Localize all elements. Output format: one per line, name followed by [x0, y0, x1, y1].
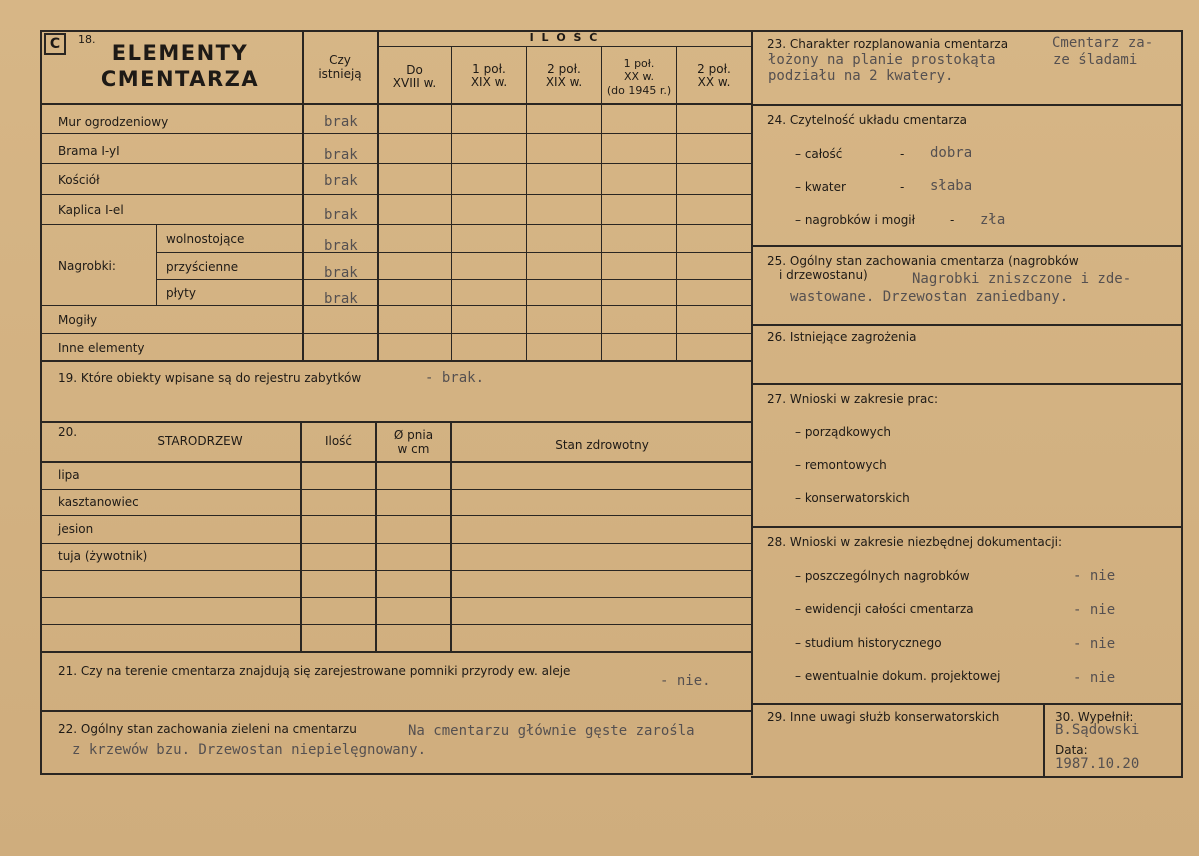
answer-22-line2: z krzewów bzu. Drzewostan niepielęgnowany.: [72, 742, 427, 758]
row-label: Mur ogrodzeniowy: [58, 115, 169, 129]
grid-line: [40, 489, 752, 490]
legibility-label: – nagrobków i mogił: [795, 213, 916, 227]
section-title-line1: ELEMENTY: [111, 41, 249, 65]
date-label: Data:: [1055, 743, 1088, 757]
grid-line: [751, 703, 1183, 705]
documentation-value: - nie: [1073, 670, 1116, 686]
tomb-row-label: przyścienne: [166, 260, 239, 274]
row-label: Kościół: [58, 173, 100, 187]
legibility-dash: -: [900, 147, 905, 161]
grid-line: [40, 103, 752, 105]
period-header: XIX w.: [470, 75, 508, 89]
question-25-line2: i drzewostanu): [779, 268, 868, 282]
question-25-line1: 25. Ogólny stan zachowania cmentarza (nagrobków: [767, 254, 1079, 268]
legibility-value: słaba: [930, 178, 973, 194]
row-value: brak: [324, 147, 358, 163]
col-exists-line1: Czy: [329, 53, 351, 67]
answer-23-line2b: ze śladami: [1053, 52, 1138, 68]
other-elements-label: Inne elementy: [58, 341, 145, 355]
grid-line: [676, 46, 677, 360]
period-header: Do: [406, 63, 423, 77]
documentation-label: – ewentualnie dokum. projektowej: [795, 669, 1001, 683]
documentation-value: - nie: [1073, 568, 1116, 584]
period-header: 1 poł.: [623, 57, 655, 70]
frame-line: [40, 30, 42, 774]
legibility-dash: -: [900, 180, 905, 194]
section-number: 18.: [78, 33, 96, 46]
grid-line: [40, 597, 752, 598]
grid-line: [40, 461, 752, 463]
answer-19: - brak.: [425, 370, 485, 386]
grid-line: [40, 305, 752, 306]
grid-line: [751, 383, 1183, 385]
grid-line: [450, 421, 452, 652]
grid-line: [40, 421, 752, 423]
answer-22-line1: Na cmentarzu głównie gęste zarośla: [408, 723, 695, 739]
period-header: XX w.: [697, 75, 731, 89]
period-header: XIX w.: [545, 75, 583, 89]
filled-by-value: B.Sądowski: [1055, 722, 1140, 738]
tombs-label: Nagrobki:: [58, 259, 116, 273]
grid-line: [300, 421, 302, 652]
grid-line: [751, 324, 1183, 326]
frame-line: [40, 773, 752, 775]
grid-line: [157, 252, 752, 253]
grid-line: [40, 624, 752, 625]
grid-line: [156, 224, 157, 306]
grid-line: [751, 104, 1183, 106]
section-title-line2: CMENTARZA: [100, 67, 260, 91]
grid-line: [40, 515, 752, 516]
frame-line: [751, 30, 1183, 32]
legibility-dash: -: [950, 213, 955, 227]
row-value: brak: [324, 114, 358, 130]
documentation-label: – studium historycznego: [795, 636, 942, 650]
grid-line: [451, 46, 452, 360]
grid-line: [377, 46, 752, 47]
graves-label: Mogiły: [58, 313, 98, 327]
legibility-label: – kwater: [795, 180, 846, 194]
question-24: 24. Czytelność układu cmentarza: [767, 113, 967, 127]
period-header: XVIII w.: [392, 76, 437, 90]
tree-species: lipa: [58, 468, 80, 482]
question-29: 29. Inne uwagi służb konserwatorskich: [767, 710, 1000, 724]
works-item: – porządkowych: [795, 425, 891, 439]
row-label: Kaplica I-el: [58, 203, 124, 217]
grid-line: [40, 333, 752, 334]
answer-23-line2: łożony na planie prostokąta: [768, 52, 996, 68]
period-header: 2 poł.: [697, 62, 731, 76]
section-number: 20.: [58, 425, 78, 439]
period-header: 2 poł.: [547, 62, 581, 76]
frame-line: [751, 776, 1183, 778]
period-header: (do 1945 r.): [606, 84, 672, 97]
grid-line: [751, 245, 1183, 247]
grid-line: [40, 163, 752, 164]
tomb-row-label: płyty: [166, 286, 196, 300]
row-value: brak: [324, 173, 358, 189]
documentation-label: – ewidencji całości cmentarza: [795, 602, 974, 616]
question-28: 28. Wnioski w zakresie niezbędnej dokumentacji:: [767, 535, 1063, 549]
form-badge: C: [44, 33, 66, 55]
tomb-row-label: wolnostojące: [166, 232, 245, 246]
tomb-row-value: brak: [324, 265, 358, 281]
grid-line: [40, 360, 752, 362]
legibility-value: dobra: [930, 145, 973, 161]
documentation-label: – poszczególnych nagrobków: [795, 569, 970, 583]
period-header: XX w.: [623, 70, 655, 83]
trees-title: STARODRZEW: [157, 434, 243, 448]
grid-line: [40, 194, 752, 195]
period-header: 1 poł.: [472, 62, 506, 76]
legibility-label: – całość: [795, 147, 843, 161]
grid-line: [1043, 703, 1045, 777]
grid-line: [40, 570, 752, 571]
question-27: 27. Wnioski w zakresie prac:: [767, 392, 939, 406]
tree-species: tuja (żywotnik): [58, 549, 148, 563]
row-value: brak: [324, 207, 358, 223]
answer-23-line1: Cmentarz za-: [1052, 35, 1154, 51]
grid-line: [40, 133, 752, 134]
question-26: 26. Istniejące zagrożenia: [767, 330, 917, 344]
tree-species: kasztanowiec: [58, 495, 139, 509]
tomb-row-value: brak: [324, 238, 358, 254]
filled-by-label: 30. Wypełnił:: [1055, 710, 1134, 724]
documentation-value: - nie: [1073, 636, 1116, 652]
question-23: 23. Charakter rozplanowania cmentarza: [767, 37, 1009, 51]
trees-health-header: Stan zdrowotny: [555, 438, 649, 452]
grid-line: [40, 543, 752, 544]
grid-line: [40, 224, 752, 225]
trees-diameter-header: Ø pnia: [393, 428, 434, 442]
question-19: 19. Które obiekty wpisane są do rejestru zabytków: [58, 371, 362, 385]
tomb-row-value: brak: [324, 291, 358, 307]
question-21: 21. Czy na terenie cmentarza znajdują się zarejestrowane pomniki przyrody ew. aleje: [58, 664, 571, 678]
grid-line: [751, 526, 1183, 528]
question-22: 22. Ogólny stan zachowania zieleni na cmentarzu: [58, 722, 357, 736]
answer-23-line3: podziału na 2 kwatery.: [768, 68, 954, 84]
grid-line: [40, 651, 752, 653]
tree-species: jesion: [58, 522, 94, 536]
documentation-value: - nie: [1073, 602, 1116, 618]
col-quantity-header: I L O Ś Ć: [529, 31, 600, 44]
frame-line: [751, 30, 753, 775]
trees-diameter-header: w cm: [397, 442, 430, 456]
answer-25-line1: Nagrobki zniszczone i zde-: [912, 271, 1132, 287]
date-value: 1987.10.20: [1055, 756, 1140, 772]
trees-qty-header: Ilość: [324, 434, 353, 448]
works-item: – konserwatorskich: [795, 491, 910, 505]
grid-line: [526, 46, 527, 360]
legibility-value: zła: [980, 212, 1006, 228]
frame-line: [1181, 30, 1183, 777]
grid-line: [40, 710, 752, 712]
answer-21: - nie.: [660, 673, 711, 689]
grid-line: [157, 279, 752, 280]
row-label: Brama I-yI: [58, 144, 120, 158]
col-exists-line2: istnieją: [318, 67, 362, 81]
works-item: – remontowych: [795, 458, 887, 472]
answer-25-line2: wastowane. Drzewostan zaniedbany.: [790, 289, 1069, 305]
